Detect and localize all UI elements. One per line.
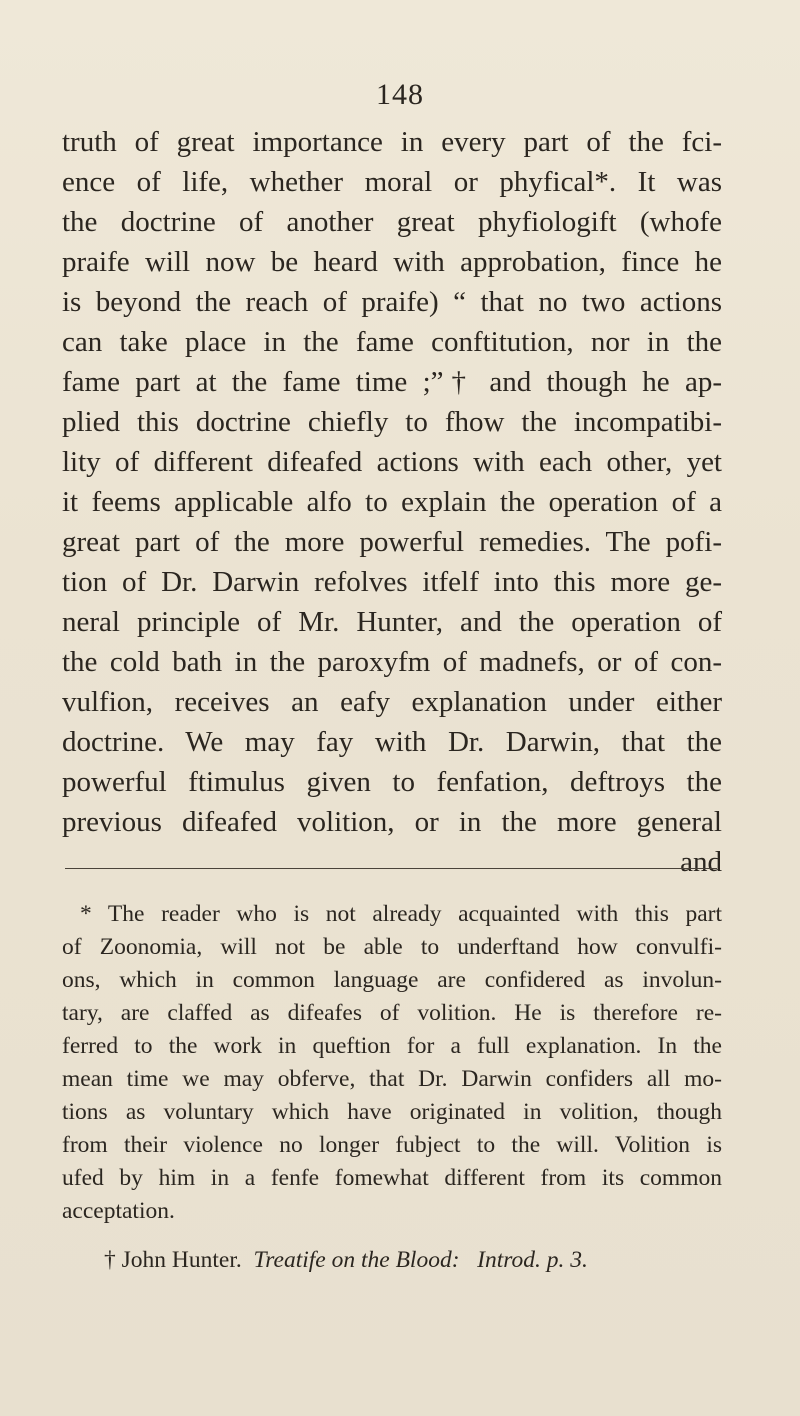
body-line: powerful ftimulus given to fenfation, deftroys the	[62, 766, 722, 798]
body-line: doctrine. We may fay with Dr. Darwin, that the	[62, 726, 722, 758]
body-line: great part of the more powerful remedies. The pofi-	[62, 526, 722, 558]
body-line: tion of Dr. Darwin refolves itfelf into this more ge-	[62, 566, 722, 598]
footnote-block	[62, 898, 722, 1277]
footnote-line: acceptation.	[62, 1198, 175, 1224]
footnote-line: ferred to the work in queftion for a full explanation. In the	[62, 1033, 722, 1059]
dagger-author: † John Hunter.	[104, 1247, 242, 1273]
body-line: previous difeafed volition, or in the more general	[62, 806, 722, 838]
body-line: can take place in the fame conftitution, nor in the	[62, 326, 722, 358]
body-line: fame part at the fame time ;”† and though he ap-	[62, 366, 722, 398]
body-line: ence of life, whether moral or phyfical*. It was	[62, 166, 722, 198]
footnote-line: ufed by him in a fenfe fomewhat different from its common	[62, 1165, 722, 1191]
body-line: vulfion, receives an eafy explanation under either	[62, 686, 722, 718]
footnote-line: ons, which in common language are confidered as involun-	[62, 967, 722, 993]
body-line: truth of great importance in every part of the fci-	[62, 126, 722, 158]
body-line: it feems applicable alfo to explain the operation of a	[62, 486, 722, 518]
dagger-reference: Introd. p. 3.	[477, 1247, 588, 1273]
body-line: is beyond the reach of praife) “ that no two actions	[62, 286, 722, 318]
body-line: plied this doctrine chiefly to fhow the incompatibi-	[62, 406, 722, 438]
page-number: 148	[376, 78, 424, 111]
body-text	[62, 122, 722, 882]
footnote-line: tions as voluntary which have originated in volition, though	[62, 1099, 722, 1125]
body-line: praife will now be heard with approbation, fince he	[62, 246, 722, 278]
body-line: lity of different difeafed actions with each other, yet	[62, 446, 722, 478]
body-line: the doctrine of another great phyfiologift (whofe	[62, 206, 722, 238]
catchword: and	[680, 846, 722, 878]
footnote-line: * The reader who is not already acquainted with this part	[80, 901, 722, 927]
dagger-work-title: Treatife on the Blood:	[253, 1247, 460, 1273]
footnote-line: tary, are claffed as difeafes of volition. He is therefore re-	[62, 1000, 722, 1026]
dagger-footnote	[62, 1244, 722, 1277]
footnote-rule	[65, 868, 717, 869]
body-line: the cold bath in the paroxyfm of madnefs, or of con-	[62, 646, 722, 678]
footnote-line: of Zoonomia, will not be able to underftand how convulfi-	[62, 934, 722, 960]
body-line: neral principle of Mr. Hunter, and the operation of	[62, 606, 722, 638]
footnote-line: mean time we may obferve, that Dr. Darwin confiders all mo-	[62, 1066, 722, 1092]
footnote-line: from their violence no longer fubject to the will. Volition is	[62, 1132, 722, 1158]
